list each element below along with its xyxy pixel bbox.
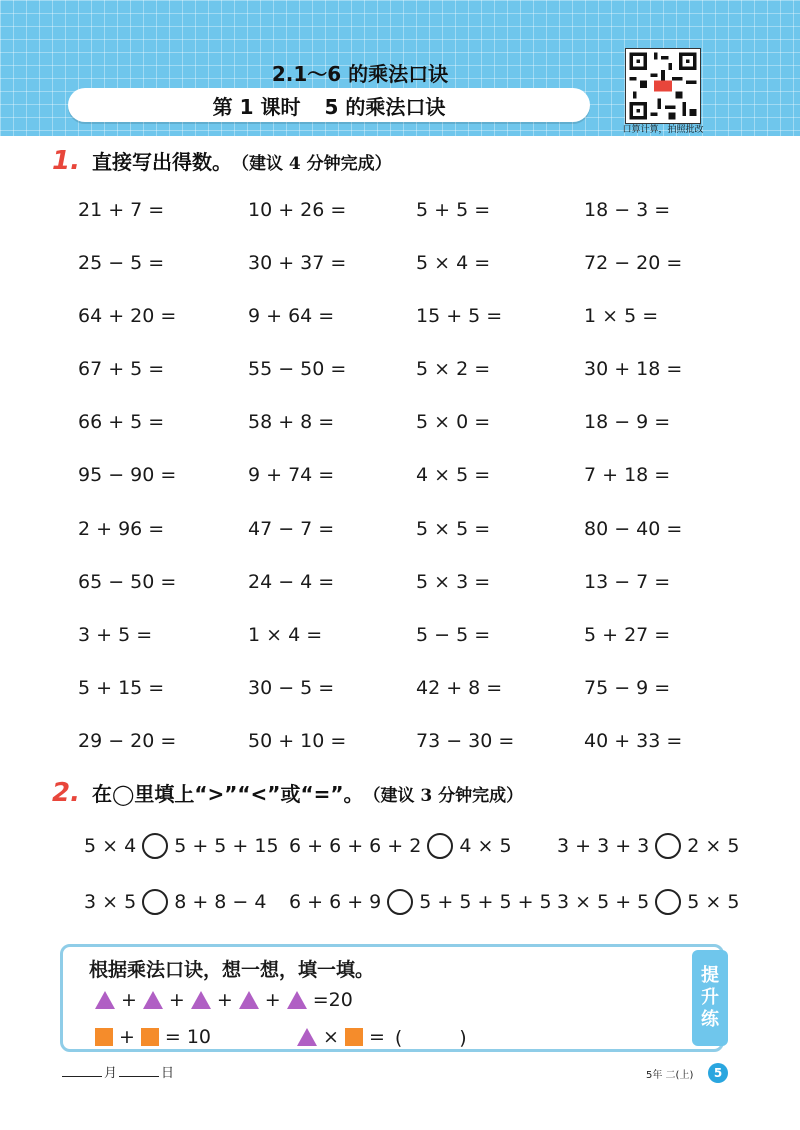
problem-item: 2 + 96 = [78,517,165,540]
lesson-topic: 5 的乘法口诀 [324,94,446,119]
section-1-number: 1. [52,146,80,176]
problem-item: 18 − 3 = [584,199,671,221]
problem-item: 30 + 18 = [584,358,683,381]
equals-sign: = [312,989,329,1011]
book-code: 5年 二(上) [646,1070,694,1081]
problem-item: 9 + 74 = [248,464,335,487]
answer-circle[interactable] [387,889,413,915]
square-icon [345,1028,363,1046]
problem-item: 42 + 8 = [416,676,503,699]
comparison-left: 3 + 3 + 3 [557,835,650,857]
problem-item: 58 + 8 = [248,411,335,434]
comparison-item [289,884,557,920]
problem-item: 65 − 50 = [78,570,177,593]
comparison-item [84,884,289,920]
problem-item: 95 − 90 = [78,464,177,487]
challenge-title: 根据乘法口诀，想一想，填一填。 [89,959,375,981]
problem-item: 80 − 40 = [584,517,683,540]
plus-sign: + [216,989,233,1011]
comparison-left: 5 × 4 [84,835,137,857]
problem-item: 1 × 5 = [584,305,659,328]
problem-item: 18 − 9 = [584,411,671,434]
section-2-note: （建议 3 分钟完成） [363,786,524,806]
section-2-title: 在◯里填上“>”“<”或“=”。 [91,782,364,806]
problem-item: 7 + 18 = [584,464,671,487]
section-1-note: （建议 4 分钟完成） [231,154,392,174]
comparison-item [289,828,557,864]
comparison-left: 6 + 6 + 9 [289,891,382,913]
comparison-right: 8 + 8 − 4 [174,891,267,913]
qr-caption: 口算计算，拍照批改 [622,125,704,135]
comparison-left: 3 × 5 + 5 [557,891,650,913]
problem-item: 5 × 0 = [416,411,491,434]
plus-sign: + [119,1025,135,1048]
day-label: 日 [161,1066,175,1081]
challenge-box [60,944,724,1052]
side-tab-char: 提 [701,965,719,986]
problem-item: 47 − 7 = [248,517,335,540]
problem-grid [78,188,754,772]
comparison-item [557,828,777,864]
comparison-left: 3 × 5 [84,891,137,913]
comparison-right: 5 + 5 + 5 + 5 [419,891,552,913]
problem-item: 75 − 9 = [584,676,671,699]
problem-item: 72 − 20 = [584,252,683,275]
equals-sign: = [164,1025,181,1048]
answer-circle[interactable] [655,889,681,915]
problem-item: 10 + 26 = [248,199,347,221]
problem-item: 30 + 37 = [248,252,347,275]
problem-item: 4 × 5 = [416,464,491,487]
date-field [60,1062,174,1081]
comparison-right: 2 × 5 [687,835,740,857]
challenge-line-2 [89,1023,467,1050]
problem-item: 13 − 7 = [584,570,671,593]
side-tab-char: 升 [701,987,719,1008]
side-tab-char: 练 [701,1009,719,1030]
answer-circle[interactable] [142,889,168,915]
header-band [0,0,800,136]
problem-item: 50 + 10 = [248,729,347,752]
problem-item: 66 + 5 = [78,411,165,434]
problem-item: 67 + 5 = [78,358,165,381]
problem-item: 1 × 4 = [248,623,323,646]
triangle-icon [297,1028,317,1046]
problem-item: 29 − 20 = [78,729,177,752]
page-number: 5 [708,1063,728,1083]
result-1: 20 [328,989,353,1011]
problem-item: 5 + 5 = [416,199,491,221]
problem-item: 25 − 5 = [78,252,165,275]
month-blank[interactable] [62,1076,102,1077]
answer-circle[interactable] [655,833,681,859]
triangle-icon [239,991,259,1009]
problem-item: 55 − 50 = [248,358,347,381]
section-2-number: 2. [52,778,80,808]
plus-sign: + [121,989,137,1011]
problem-item: 40 + 33 = [584,729,683,752]
triangle-icon [287,991,307,1009]
comparison-item [557,884,777,920]
square-icon [95,1028,113,1046]
section-2-heading [52,778,523,808]
plus-sign: + [168,989,185,1011]
qr-code-icon[interactable] [625,48,701,124]
problem-item: 9 + 64 = [248,305,335,328]
problem-item: 5 + 15 = [78,676,165,699]
answer-blank[interactable]: ( ) [394,1027,467,1049]
triangle-icon [95,991,115,1009]
section-1-heading [52,146,392,176]
lesson-label: 第 1 课时 [212,94,301,119]
answer-circle[interactable] [142,833,168,859]
problem-item: 5 × 3 = [416,570,491,593]
problem-item: 64 + 20 = [78,305,177,328]
comparison-right: 5 + 5 + 15 [174,835,279,857]
section-1-title: 直接写出得数。 [91,150,232,174]
lesson-title [68,88,590,122]
problem-item: 5 × 5 = [416,517,491,540]
problem-item: 21 + 7 = [78,199,165,221]
result-2: 10 [186,1025,212,1048]
month-label: 月 [104,1066,118,1081]
problem-item: 24 − 4 = [248,570,335,593]
comparison-grid [84,828,777,940]
problem-item: 5 × 4 = [416,252,491,275]
improve-practice-tab [692,950,728,1046]
comparison-item [84,828,289,864]
problem-item: 73 − 30 = [416,729,515,752]
answer-circle[interactable] [427,833,453,859]
day-blank[interactable] [119,1076,159,1077]
challenge-line-1 [89,989,353,1011]
problem-item: 5 + 27 = [584,623,671,646]
unit-title: 2.1～6 的乘法口诀 [271,62,449,86]
comparison-right: 4 × 5 [459,835,512,857]
problem-item: 3 + 5 = [78,623,153,646]
triangle-icon [143,991,163,1009]
problem-item: 15 + 5 = [416,305,503,328]
plus-sign: + [264,989,281,1011]
equals-sign: = [368,1025,385,1048]
problem-item: 5 − 5 = [416,623,491,646]
triangle-icon [191,991,211,1009]
problem-item: 5 × 2 = [416,358,491,381]
times-sign: × [323,1025,339,1048]
square-icon [141,1028,159,1046]
comparison-left: 6 + 6 + 6 + 2 [289,835,422,857]
comparison-right: 5 × 5 [687,891,740,913]
problem-item: 30 − 5 = [248,676,335,699]
